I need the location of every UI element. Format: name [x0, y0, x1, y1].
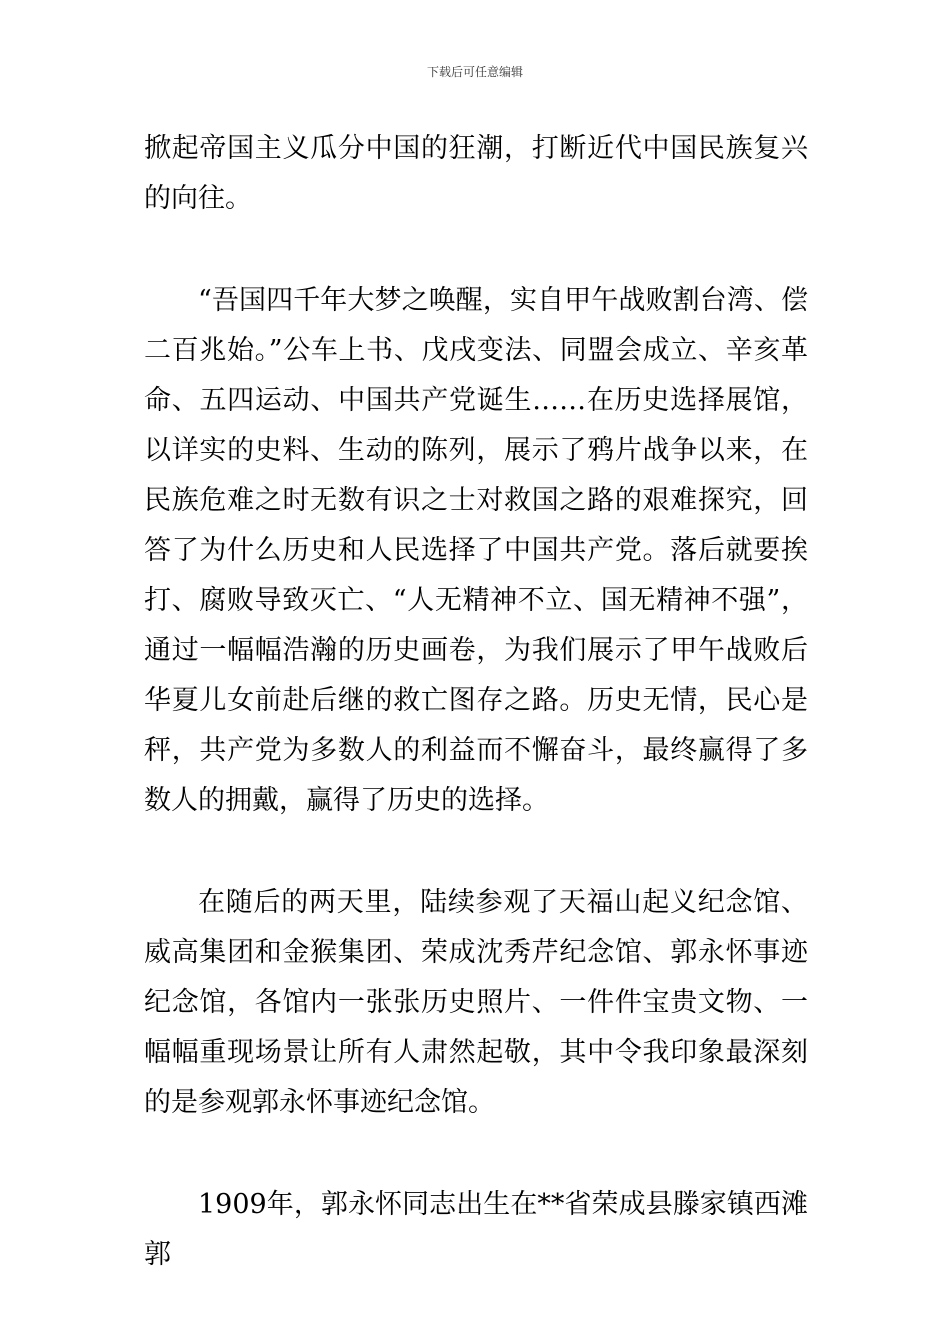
header-text: 下载后可任意编辑: [426, 65, 523, 79]
paragraph-gap: [144, 826, 808, 878]
paragraph-gap: [144, 224, 808, 276]
paragraph-gap: [144, 1128, 808, 1180]
paragraph-1: 掀起帝国主义瓜分中国的狂潮，打断近代中国民族复兴的向往。: [144, 133, 808, 214]
paragraph-3: 在随后的两天里，陆续参观了天福山起义纪念馆、威高集团和金猴集团、荣成沈秀芹纪念馆、郭永怀事迹纪念馆，各馆内一张张历史照片、一件件宝贵文物、一幅幅重现场景让所有人肃然起敬，其中令我印象最深刻的是参观郭永怀事迹纪念馆。: [144, 887, 808, 1118]
paragraph-4: 1909年，郭永怀同志出生在**省荣成县滕家镇西滩郭: [144, 1189, 808, 1270]
page-header: [0, 64, 950, 80]
paragraph-2: “吾国四千年大梦之唤醒，实自甲午战败割台湾、偿二百兆始。”公车上书、戊戌变法、同盟会成立、辛亥革命、五四运动、中国共产党诞生……在历史选择展馆，以详实的史料、生动的陈列，展示了鸦片战争以来，在民族危难之时无数有识之士对救国之路的艰难探究，回答了为什么历史和人民选择了中国共产党。落后就要挨打、腐败导致灭亡、“人无精神不立、国无精神不强”，通过一幅幅浩瀚的历史画卷，为我们展示了甲午战败后华夏儿女前赴后继的救亡图存之路。历史无情，民心是秤，共产党为多数人的利益而不懈奋斗，最终赢得了多数人的拥戴，赢得了历史的选择。: [144, 285, 808, 816]
document-body: [144, 124, 808, 1280]
